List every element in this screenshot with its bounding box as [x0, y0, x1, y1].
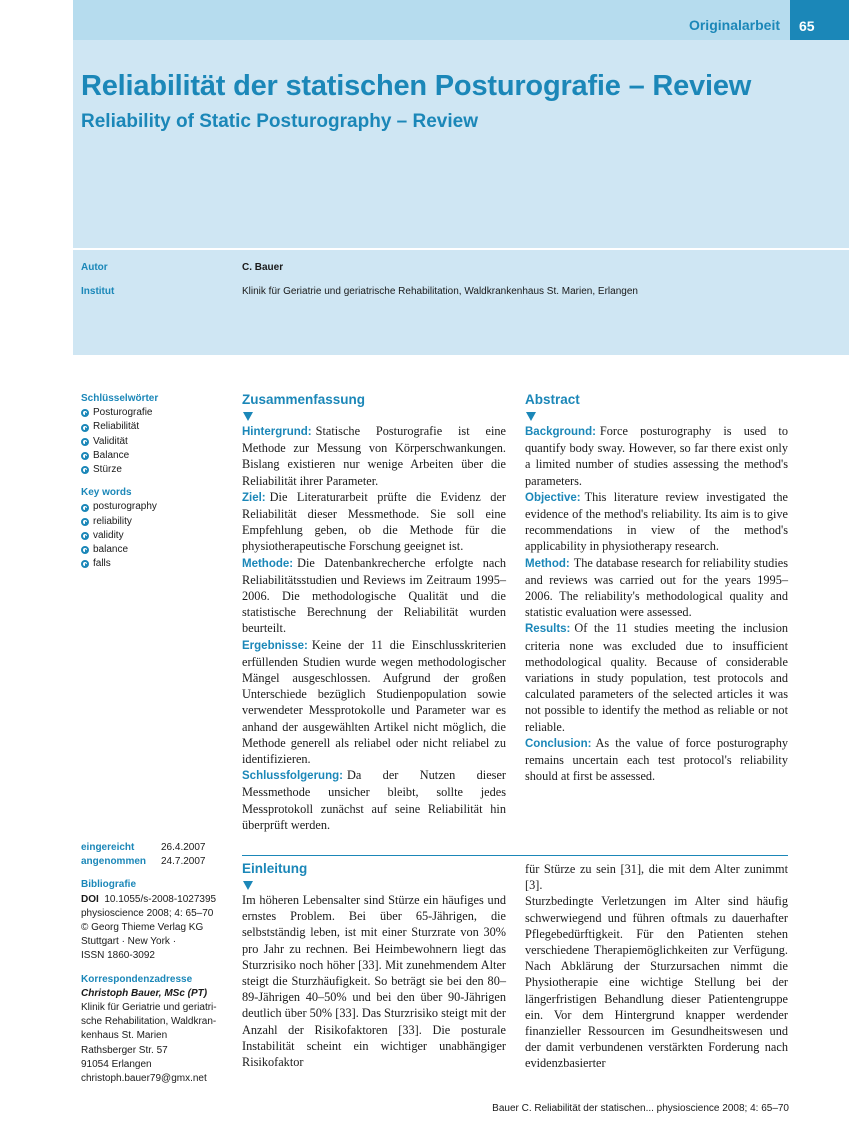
- address-line: sche Rehabilitation, Waldkran-: [81, 1016, 217, 1028]
- bullet-icon: [81, 546, 89, 554]
- abstract-paragraph: Methode: Die Datenbankrecherche erfolgte nach Reliabilitätsstudien und Reviews im Zeitraum 1995–2006. Die methodologische Qualität und die statistische Berechnung der Reliabilität wurden beurteilt.: [242, 555, 506, 636]
- doi-line: DOI 10.1055/s-2008-1027395: [81, 893, 217, 905]
- abstract-paragraph: Hintergrund: Statische Posturografie ist eine Methode zur Messung von Körperschwankungen. Bislang existieren nur wenige Arbeiten über die Reliabilität ihrer Parameter.: [242, 424, 506, 488]
- bib-line: ISSN 1860-3092: [81, 950, 155, 962]
- einleitung-column-1: [242, 861, 506, 1070]
- correspondence-label: Korrespondenzadresse: [81, 973, 193, 985]
- bullet-icon: [81, 452, 89, 460]
- zusammenfassung-column: [242, 392, 506, 833]
- abstract-paragraph: Method: The database research for reliability studies and reviews was carried out for the years 1995–2006. The reliability's methodological quality and statistic evaluation were assessed.: [525, 555, 788, 620]
- email-link[interactable]: christoph.bauer79@gmx.net: [81, 1073, 207, 1085]
- page-footer: Bauer C. Reliabilität der statischen... physioscience 2008; 4: 65–70: [492, 1103, 789, 1114]
- abstract-paragraph: Results: Of the 11 studies meeting the inclusion criteria none was excluded due to insufficient methodological quality. Because of considerable variations in study population, test protocols and calculated parameters of the selected articles it was not possible to identify the method as reliable or not reliable.: [525, 621, 788, 734]
- abstract-paragraph: Objective: This literature review investigated the evidence of the method's reliability. Its aim is to give recommendations in view of the method's applicability in physiotherapy research.: [525, 489, 788, 554]
- keyword-item: posturography: [81, 500, 231, 514]
- keywords-en-label: Key words: [81, 487, 132, 499]
- address-line: kenhaus St. Marien: [81, 1030, 168, 1042]
- article-info-block: [81, 841, 236, 1086]
- author-name: C. Bauer: [242, 262, 284, 273]
- keywords-block: [81, 392, 231, 571]
- keyword-item: Validität: [81, 435, 231, 449]
- section-divider: [242, 855, 788, 856]
- abstract-heading: Abstract: [525, 392, 580, 407]
- keyword-item: Stürze: [81, 463, 231, 477]
- address-line: Rathsberger Str. 57: [81, 1044, 168, 1056]
- author-label: Autor: [81, 262, 108, 273]
- abstract-paragraph: Ziel: Die Literaturarbeit prüfte die Evidenz der Reliabilität dieser Messmethode. Sie soll eine Empfehlung geben, ob die Methode für die physiotherapeutische Forschung geeignet ist.: [242, 489, 506, 554]
- abstract-paragraph: Ergebnisse: Keine der 11 die Einschlusskriterien erfüllenden Studien wurde wegen methodologischer Mängel ausgeschlossen. Aufgrund der großen Unterschiede bezüglich Studienpopulation sowie verwendeter Messprotokolle und Parameter war es anhand der ausgewählten Artikel nicht möglich, die Methode generell als reliabel oder nicht reliabel zu identifizieren.: [242, 637, 506, 767]
- bullet-icon: [81, 532, 89, 540]
- abstract-column: [525, 392, 788, 784]
- triangle-marker-icon: [243, 881, 253, 890]
- keyword-item: Balance: [81, 449, 231, 463]
- accepted-row: angenommen 24.7.2007: [81, 856, 206, 868]
- bib-line: Stuttgart · New York ·: [81, 936, 177, 948]
- submitted-row: eingereicht 26.4.2007: [81, 842, 206, 853]
- keyword-item: Reliabilität: [81, 420, 231, 434]
- keyword-item: balance: [81, 543, 231, 557]
- einleitung-heading: Einleitung: [242, 861, 308, 876]
- institute-name: Klinik für Geriatrie und geriatrische Rehabilitation, Waldkrankenhaus St. Marien, Erlangen: [242, 286, 638, 297]
- bullet-icon: [81, 438, 89, 446]
- bullet-icon: [81, 560, 89, 568]
- keyword-item: falls: [81, 557, 231, 571]
- keyword-item: validity: [81, 529, 231, 543]
- address-line: Klinik für Geriatrie und geriatri-: [81, 1002, 217, 1014]
- keywords-de-label: Schlüsselwörter: [81, 393, 159, 404]
- body-paragraph: Im höheren Lebensalter sind Stürze ein häufiges und ernstes Problem. Bei über 65-Jährigen, die selbstständig leben, ist mit einer Sturzrate von 30% pro Jahr zu rechnen. Bei Heimbewohnern liegt das Sturzrisiko noch höher [33]. Mit zunehmendem Alter steigt die Sturzhäufigkeit. So beträgt sie bei den 80–89-Jährigen 40–50% und bei den über 90-Jährigen deutlich über 50% [33]. Das Sturzrisiko steigt mit der Anzahl der Risikofaktoren [33]. Die posturale Instabilität scheint ein wichtiger unabhängiger Risikofaktor: [242, 893, 506, 1070]
- keyword-item: reliability: [81, 515, 231, 529]
- abstract-paragraph: Schlussfolgerung: Da der Nutzen dieser Messmethode unsicher bleibt, sollte jedes Messprotokoll zunächst auf seine Reliabilität hin überprüft werden.: [242, 768, 506, 832]
- triangle-marker-icon: [526, 412, 536, 421]
- bib-line: physioscience 2008; 4: 65–70: [81, 907, 214, 919]
- body-paragraph: für Stürze zu sein [31], die mit dem Alter zunimmt [3].: [525, 862, 788, 893]
- section-label: Originalarbeit: [688, 17, 780, 33]
- title-english: Reliability of Static Posturography – Review: [81, 111, 478, 132]
- zusammenfassung-heading: Zusammenfassung: [242, 392, 366, 407]
- einleitung-column-2: [525, 861, 788, 1072]
- page-number: 65: [790, 0, 849, 40]
- bullet-icon: [81, 518, 89, 526]
- bullet-icon: [81, 466, 89, 474]
- bullet-icon: [81, 409, 89, 417]
- triangle-marker-icon: [243, 412, 253, 421]
- title-german: Reliabilität der statischen Posturografie – Review: [81, 70, 752, 102]
- body-paragraph: Sturzbedingte Verletzungen im Alter sind häufig schwerwiegend und führen oftmals zu dauerhafter Pflegebedürftigkeit. Für den Patienten stehen verschiedene Therapiemöglichkeiten zur Verfügung. Nach Abklärung der Sturzursachen nimmt die Physiotherapie eine wichtige Stellung bei der längerfristigen Behandlung dieser Patientengruppe ein. Vor dem Hintergrund knapper werdender finanzieller Ressourcen im Gesundheitswesen und der damit verbundenen verstärkten Forderung nach evidenzbasierter: [525, 894, 788, 1071]
- address-line: 91054 Erlangen: [81, 1058, 152, 1070]
- abstract-paragraph: Conclusion: As the value of force posturography remains uncertain each test protocol's reliability should at first be assessed.: [525, 735, 788, 784]
- bib-line: © Georg Thieme Verlag KG: [81, 922, 204, 934]
- correspondence-name: Christoph Bauer, MSc (PT): [81, 987, 208, 999]
- bullet-icon: [81, 424, 89, 432]
- bibliography-label: Bibliografie: [81, 879, 137, 891]
- institute-label: Institut: [81, 286, 115, 297]
- bullet-icon: [81, 504, 89, 512]
- abstract-paragraph: Background: Force posturography is used to quantify body sway. However, so far there exist only a limited number of studies assessing the method's parameters.: [525, 424, 788, 488]
- article-header: [73, 0, 849, 355]
- top-bar: [73, 0, 849, 40]
- keyword-item: Posturografie: [81, 406, 231, 420]
- header-divider: [73, 248, 849, 250]
